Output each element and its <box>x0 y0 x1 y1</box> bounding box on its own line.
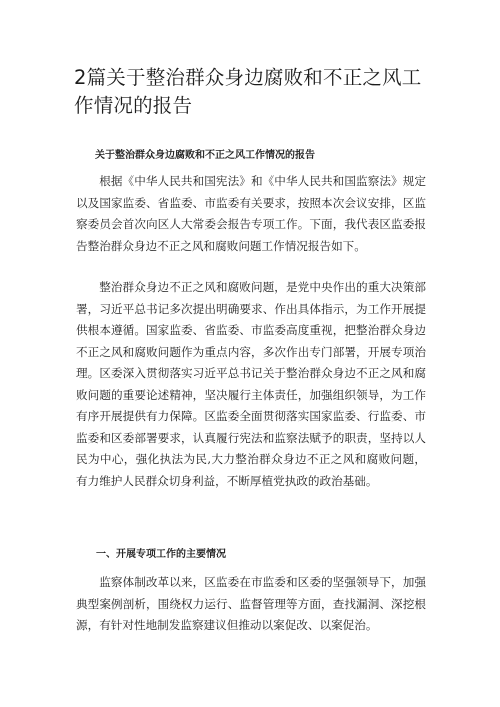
paragraph-2: 整治群众身边不正之风和腐败问题，是党中央作出的重大决策部署，习近平总书记多次提出明确要求、作出具体指示，为工作开展提供根本遵循。国家监委、省监委、市监委高度重视，把整治群众身边不正之风和腐败问题作为重点内容，多次作出专门部署，开展专项治理。区委深入贯彻落实习近平总书记关于整治群众身边不正之风和腐败问题的重要论述精神，坚决履行主体责任，加强组织领导，为工作有序开展提供有力保障。区监委全面贯彻落实国家监委、行监委、市监委和区委部署要求，认真履行宪法和监察法赋予的职责，坚持以人民为中心，强化执法为民,大力整治群众身边不正之风和腐败问题，有力维护人民群众切身利益，不断厚植党执政的政治基础。 <box>76 280 426 488</box>
paragraph-1: 根据《中华人民共和国宪法》和《中华人民共和国监察法》规定以及国家监委、省监委、市监委有关要求，按照本次会议安排，区监察委员会首次向区人大常委会报告专项工作。下面，我代表区监委报告整治群众身边不正之风和腐败问题工作情况报告如下。 <box>76 174 426 253</box>
section-heading: 一、开展专项工作的主要情况 <box>96 549 226 560</box>
document-title: 2篇关于整治群众身边腐败和不正之风工作情况的报告 <box>74 66 422 117</box>
document-subtitle: 关于整治群众身边腐败和不正之风工作情况的报告 <box>95 150 315 161</box>
paragraph-3: 监察体制改革以来，区监委在市监委和区委的坚强领导下，加强典型案例剖析，围绕权力运行、监督管理等方面，查找漏洞、深挖根源，有针对性地制发监察建议但推动以案促改、以案促治。 <box>76 575 426 632</box>
paragraph-1-block <box>76 171 426 257</box>
paragraph-2-block <box>76 277 426 492</box>
paragraph-3-block <box>76 572 426 637</box>
